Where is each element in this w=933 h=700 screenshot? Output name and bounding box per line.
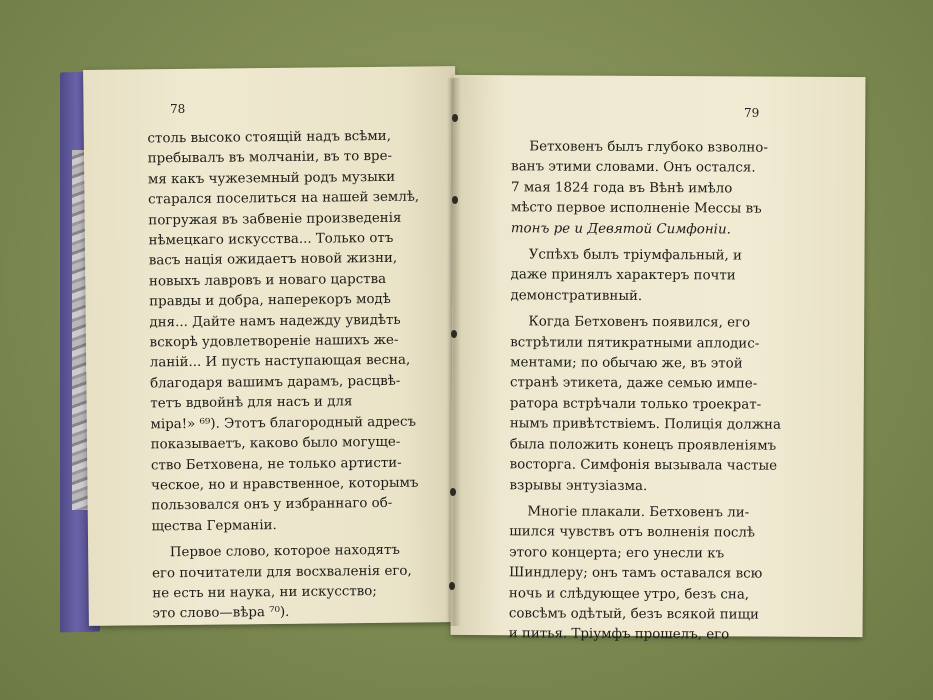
right-page-text — [509, 137, 782, 646]
text-line: показываетъ, каково было могуще- — [150, 434, 401, 453]
text-line: ратора встрѣчали только троекрат- — [509, 396, 762, 413]
text-line: тетъ вдвойнѣ для насъ и для — [150, 394, 353, 412]
right-page-number: 79 — [744, 106, 760, 120]
text-line: пользовался онъ у избраннаго об- — [151, 496, 393, 514]
text-line: была положить конецъ проявленіямъ — [509, 436, 777, 454]
text-line: ланій... И пусть наступающая весна, — [149, 353, 411, 371]
text-line: взрывы энтузіазма. — [509, 477, 648, 494]
text-line: ство Бетховена, не только артисти- — [150, 455, 402, 473]
left-page-text — [147, 127, 422, 626]
text-line: не есть ни наука, ни искусство; — [152, 583, 377, 602]
text-line: благодаря вашимъ дарамъ, расцвѣ- — [149, 373, 401, 392]
text-line: встрѣтили пятикратными аплодис- — [510, 334, 760, 352]
text-line: ментами; по обычаю же, въ этой — [510, 355, 743, 372]
text-line: погружая въ забвеніе произведенія — [148, 210, 402, 229]
text-line: странѣ этикета, даже семью импе- — [510, 375, 758, 393]
text-line: Успѣхъ былъ тріумфальный, и — [528, 247, 743, 264]
text-line: тонъ ре и Девятой Симфоніи. — [510, 220, 731, 238]
text-line: мѣсто первое исполненіе Мессы въ — [510, 200, 762, 217]
text-line: вскорѣ удовлетвореніе нашихъ же- — [149, 332, 399, 351]
text-line: 7 мая 1824 года въ Вѣнѣ имѣло — [511, 180, 733, 197]
text-line: это слово—вѣра ⁷⁰). — [152, 605, 290, 622]
text-line: этого концерта; его унесли къ — [509, 545, 725, 562]
text-line: ванъ этими словами. Онъ остался. — [511, 159, 756, 176]
text-line: нымъ привѣтствіемъ. Полиція должна — [509, 416, 782, 433]
text-line: новыхъ лавровъ и новаго царства — [148, 271, 387, 290]
text-line: мя какъ чужеземный родъ музыки — [147, 169, 396, 188]
binding-stitch — [452, 196, 458, 204]
text-line: правды и добра, наперекоръ модѣ — [149, 292, 391, 310]
text-line: столь высоко стоящій надъ всѣми, — [147, 128, 392, 147]
book-gutter — [447, 78, 461, 626]
text-line: ческое, но и нравственное, которымъ — [151, 475, 419, 494]
text-line: Первое слово, которое находятъ — [169, 542, 400, 561]
text-line: и питья. Тріумфъ прошелъ, его — [508, 626, 730, 643]
text-line: демонстративный. — [510, 288, 643, 304]
binding-stitch — [449, 582, 455, 590]
text-line: Бетховенъ былъ глубоко взволно- — [529, 139, 768, 156]
text-line: Многіе плакали. Бетховенъ ли- — [527, 504, 750, 521]
binding-stitch — [452, 114, 458, 122]
text-line: даже принялъ характеръ почти — [510, 267, 736, 284]
text-line: міра!» ⁶⁹). Этотъ благородный адресъ — [150, 414, 417, 433]
text-line: совсѣмъ одѣтый, безъ всякой пищи — [508, 606, 760, 623]
text-line: старался поселиться на нашей землѣ, — [148, 189, 420, 208]
left-page-number: 78 — [170, 102, 186, 116]
binding-stitch — [450, 488, 456, 496]
text-line: васъ нація ожидаетъ новой жизни, — [148, 251, 398, 269]
text-line: щества Германіи. — [151, 517, 277, 535]
text-line: Шиндлеру; онъ тамъ оставался всю — [509, 565, 763, 582]
text-line: Когда Бетховенъ появился, его — [528, 314, 751, 331]
text-line: шился чувствъ отъ волненія послѣ — [509, 524, 756, 541]
text-line: пребывалъ въ молчаніи, въ то вре- — [147, 149, 393, 167]
text-line: его почитатели для восхваленія его, — [151, 563, 412, 581]
binding-stitch — [451, 330, 457, 338]
text-line: ночь и слѣдующее утро, безъ сна, — [508, 585, 750, 603]
text-line: нѣмецкаго искусства... Только отъ — [148, 230, 394, 249]
text-line: восторга. Симфонія вызывала частые — [509, 457, 778, 474]
text-line: дня... Дайте намъ надежду увидѣть — [149, 312, 401, 331]
